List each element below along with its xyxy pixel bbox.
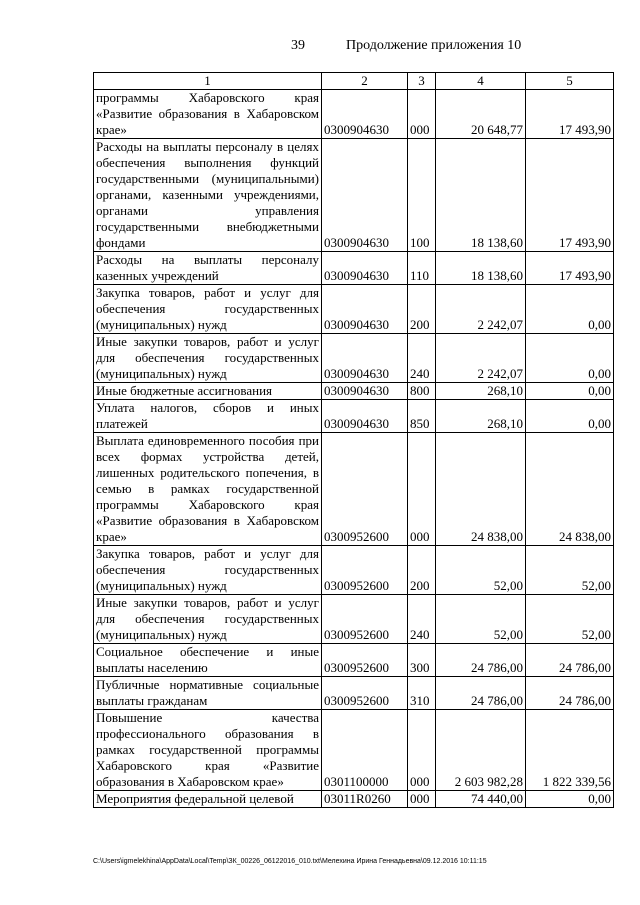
table-header-row	[94, 73, 614, 90]
table-row	[94, 400, 614, 433]
row-name: Публичные нормативные социальные выплаты гражданам	[94, 677, 322, 710]
row-amount-2017: 268,10	[436, 383, 526, 400]
row-name: Расходы на выплаты персоналу казенных учреждений	[94, 252, 322, 285]
row-amount-2018: 17 493,90	[526, 139, 614, 252]
row-name: Выплата единовременного пособия при всех формах устройства детей, лишенных родительского попечения, в семью в рамках государственной программы Хабаровского края «Развитие образования в Хабаровском крае»	[94, 433, 322, 546]
row-amount-2017: 18 138,60	[436, 139, 526, 252]
row-amount-2018: 52,00	[526, 595, 614, 644]
row-amount-2017: 2 603 982,28	[436, 710, 526, 791]
row-amount-2018: 17 493,90	[526, 90, 614, 139]
row-amount-2018: 24 838,00	[526, 433, 614, 546]
row-code: 0300904630	[322, 383, 408, 400]
row-code: 0300952600	[322, 677, 408, 710]
row-amount-2018: 17 493,90	[526, 252, 614, 285]
row-amount-2017: 52,00	[436, 595, 526, 644]
row-expense-type: 850	[408, 400, 436, 433]
row-amount-2017: 24 838,00	[436, 433, 526, 546]
table-body	[94, 73, 614, 808]
row-expense-type: 000	[408, 433, 436, 546]
row-amount-2018: 52,00	[526, 546, 614, 595]
column-header: 3	[408, 73, 436, 90]
budget-table	[93, 72, 614, 808]
row-name: Расходы на выплаты персоналу в целях обеспечения выполнения функций государственными (муниципальными) органами, казенными учреждениями, органами управления государственными внебюджетными фондами	[94, 139, 322, 252]
row-code: 0300904630	[322, 400, 408, 433]
row-expense-type: 000	[408, 90, 436, 139]
table-row	[94, 710, 614, 791]
row-amount-2017: 52,00	[436, 546, 526, 595]
row-code: 0300952600	[322, 595, 408, 644]
row-amount-2017: 24 786,00	[436, 644, 526, 677]
row-expense-type: 000	[408, 791, 436, 808]
table-row	[94, 433, 614, 546]
row-amount-2017: 2 242,07	[436, 285, 526, 334]
row-name: Мероприятия федеральной целевой	[94, 791, 322, 808]
row-expense-type: 240	[408, 334, 436, 383]
row-code: 0300952600	[322, 644, 408, 677]
row-amount-2017: 20 648,77	[436, 90, 526, 139]
row-name: Повышение качества профессионального образования в рамках государственной программы Хабаровского края «Развитие образования в Хабаровском крае»	[94, 710, 322, 791]
row-expense-type: 200	[408, 285, 436, 334]
table-row	[94, 252, 614, 285]
row-expense-type: 310	[408, 677, 436, 710]
row-expense-type: 800	[408, 383, 436, 400]
column-header: 5	[526, 73, 614, 90]
row-code: 0300904630	[322, 139, 408, 252]
row-amount-2018: 24 786,00	[526, 644, 614, 677]
row-code: 0300952600	[322, 546, 408, 595]
table-row	[94, 90, 614, 139]
row-amount-2018: 0,00	[526, 334, 614, 383]
column-header: 4	[436, 73, 526, 90]
row-name: Иные бюджетные ассигнования	[94, 383, 322, 400]
table-row	[94, 383, 614, 400]
row-expense-type: 240	[408, 595, 436, 644]
row-code: 0300904630	[322, 285, 408, 334]
row-expense-type: 000	[408, 710, 436, 791]
row-expense-type: 110	[408, 252, 436, 285]
column-header: 2	[322, 73, 408, 90]
row-code: 0300904630	[322, 252, 408, 285]
row-code: 03011R0260	[322, 791, 408, 808]
row-amount-2018: 24 786,00	[526, 677, 614, 710]
row-amount-2017: 74 440,00	[436, 791, 526, 808]
row-code: 0300904630	[322, 334, 408, 383]
row-code: 0300952600	[322, 433, 408, 546]
row-amount-2017: 268,10	[436, 400, 526, 433]
row-expense-type: 200	[408, 546, 436, 595]
table-row	[94, 595, 614, 644]
footer-path: C:\Users\igmelekhina\AppData\Local\Temp\ЗК_00226_06122016_010.txt\Мелехина Ирина Геннадьевна\09.12.2016 10:11:15	[93, 858, 487, 865]
row-amount-2018: 0,00	[526, 400, 614, 433]
row-name: Закупка товаров, работ и услуг для обеспечения государственных (муниципальных) нужд	[94, 285, 322, 334]
row-expense-type: 300	[408, 644, 436, 677]
table-row	[94, 139, 614, 252]
row-amount-2018: 0,00	[526, 791, 614, 808]
row-amount-2018: 0,00	[526, 383, 614, 400]
row-amount-2017: 18 138,60	[436, 252, 526, 285]
table-row	[94, 677, 614, 710]
page-title: Продолжение приложения 10	[346, 38, 522, 53]
row-name: программы Хабаровского края «Развитие образования в Хабаровском крае»	[94, 90, 322, 139]
row-name: Закупка товаров, работ и услуг для обеспечения государственных (муниципальных) нужд	[94, 546, 322, 595]
row-code: 0301100000	[322, 710, 408, 791]
row-amount-2017: 24 786,00	[436, 677, 526, 710]
row-code: 0300904630	[322, 90, 408, 139]
table-row	[94, 546, 614, 595]
table-row	[94, 334, 614, 383]
table-row	[94, 285, 614, 334]
page-number: 39	[291, 38, 305, 53]
row-name: Иные закупки товаров, работ и услуг для обеспечения государственных (муниципальных) нужд	[94, 334, 322, 383]
column-header: 1	[94, 73, 322, 90]
row-amount-2018: 0,00	[526, 285, 614, 334]
table-row	[94, 791, 614, 808]
row-amount-2018: 1 822 339,56	[526, 710, 614, 791]
row-amount-2017: 2 242,07	[436, 334, 526, 383]
row-name: Социальное обеспечение и иные выплаты населению	[94, 644, 322, 677]
row-name: Иные закупки товаров, работ и услуг для обеспечения государственных (муниципальных) нужд	[94, 595, 322, 644]
table-row	[94, 644, 614, 677]
row-expense-type: 100	[408, 139, 436, 252]
row-name: Уплата налогов, сборов и иных платежей	[94, 400, 322, 433]
